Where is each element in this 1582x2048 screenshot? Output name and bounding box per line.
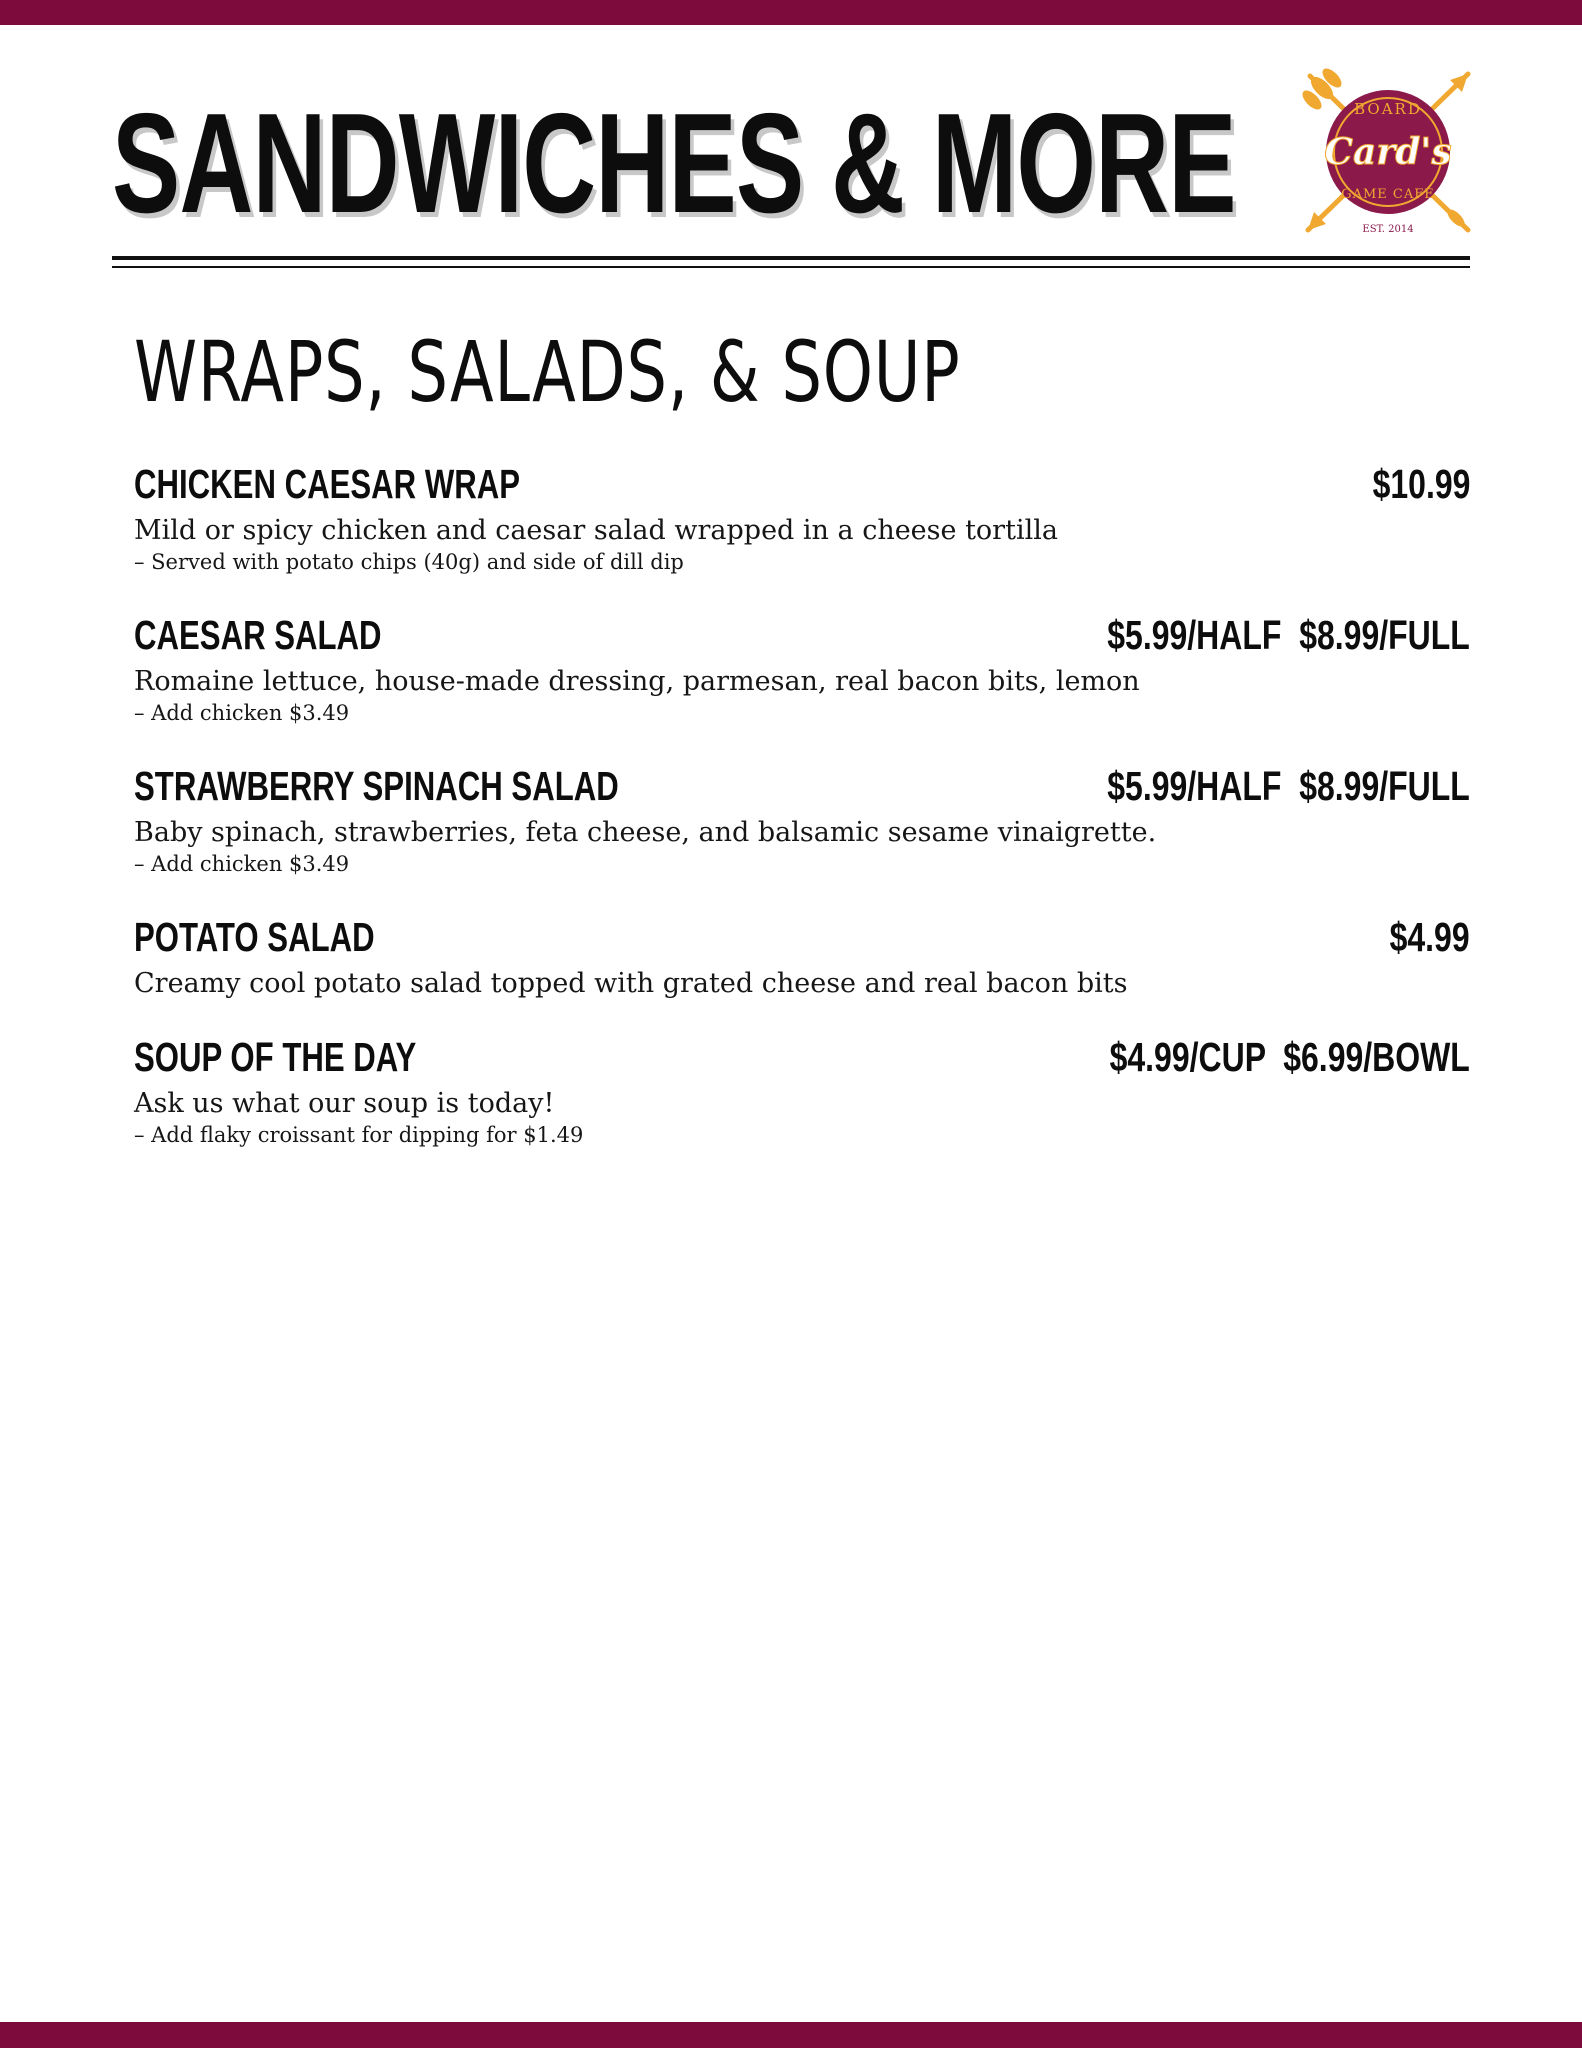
- item-name: SOUP OF THE DAY: [134, 1034, 417, 1080]
- item-price: $5.99/HALF $8.99/FULL: [1107, 763, 1470, 809]
- logo-bottom-text: GAME CAFÉ: [1341, 187, 1435, 202]
- item-price: $4.99: [1389, 914, 1470, 960]
- item-note: – Add flaky croissant for dipping for $1.49: [134, 1123, 584, 1147]
- item-note: – Served with potato chips (40g) and side of dill dip: [134, 550, 684, 574]
- menu-item: [134, 911, 1470, 1001]
- logo-est-text: EST. 2014: [1362, 224, 1414, 235]
- item-description: Ask us what our soup is today!: [134, 1088, 555, 1119]
- menu-item: [134, 458, 1470, 576]
- cards-cafe-logo: [1292, 66, 1484, 238]
- item-price: $4.99/CUP $6.99/BOWL: [1109, 1034, 1470, 1080]
- logo-brand-text: Card's: [1324, 131, 1452, 173]
- item-price: $5.99/HALF $8.99/FULL: [1107, 612, 1470, 658]
- header-divider-thick: [112, 256, 1470, 260]
- header-divider-thin: [112, 266, 1470, 268]
- item-price: $10.99: [1372, 461, 1470, 507]
- item-name: POTATO SALAD: [134, 914, 375, 960]
- page-title: SANDWICHES & MORE: [112, 84, 1236, 243]
- item-description: Baby spinach, strawberries, feta cheese, and balsamic sesame vinaigrette.: [134, 817, 1157, 848]
- item-description: Romaine lettuce, house-made dressing, parmesan, real bacon bits, lemon: [134, 666, 1140, 697]
- item-name: CHICKEN CAESAR WRAP: [134, 461, 521, 507]
- item-description: Creamy cool potato salad topped with grated cheese and real bacon bits: [134, 968, 1128, 999]
- logo-top-text: BOARD: [1354, 100, 1422, 118]
- item-name: CAESAR SALAD: [134, 612, 382, 658]
- item-name: STRAWBERRY SPINACH SALAD: [134, 763, 619, 809]
- menu-item: [134, 1031, 1470, 1149]
- menu-item: [134, 760, 1470, 878]
- bottom-color-band: [0, 2022, 1582, 2048]
- item-note: – Add chicken $3.49: [134, 701, 350, 725]
- menu-item: [134, 609, 1470, 727]
- item-description: Mild or spicy chicken and caesar salad wrapped in a cheese tortilla: [134, 515, 1058, 546]
- section-title: WRAPS, SALADS, & SOUP: [134, 323, 961, 421]
- top-color-band: [0, 0, 1582, 25]
- item-note: – Add chicken $3.49: [134, 852, 350, 876]
